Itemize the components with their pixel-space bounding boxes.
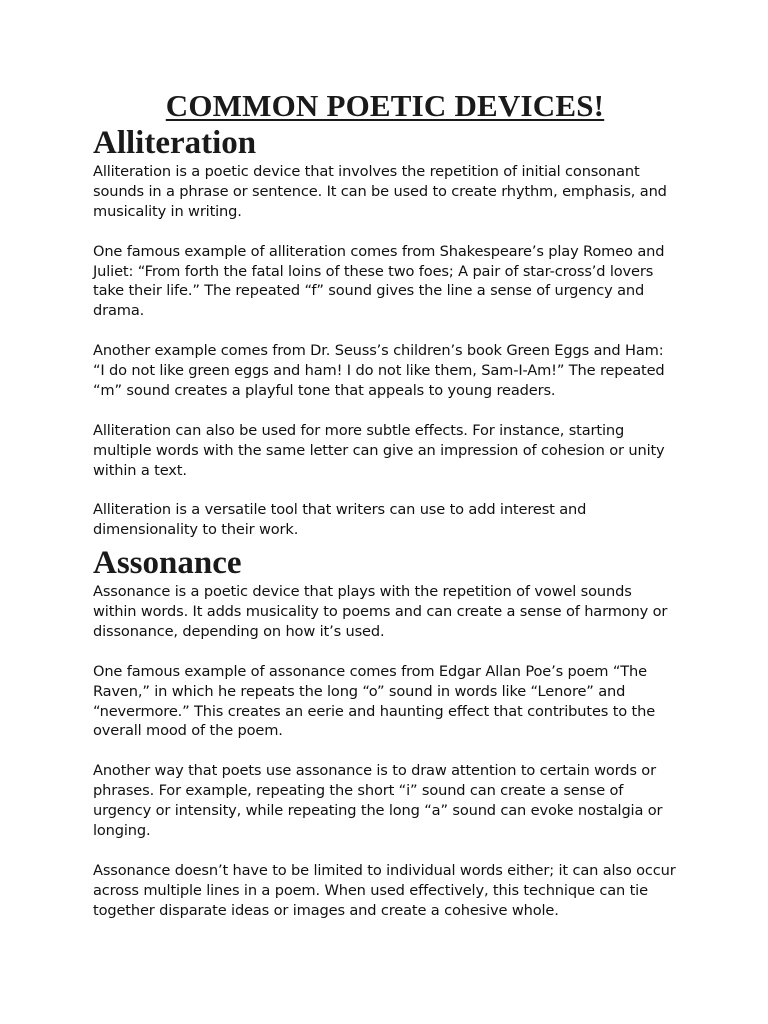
paragraph: Alliteration is a versatile tool that writers can use to add interest and dimensionality to their work. xyxy=(93,501,587,539)
paragraph: Assonance is a poetic device that plays with the repetition of vowel sounds within words. It adds musicality to poems and can create a sense of harmony or dissonance, depending on how it’s used. xyxy=(93,583,668,640)
paragraph: Alliteration is a poetic device that involves the repetition of initial consonant sounds in a phrase or sentence. It can be used to create rhythm, emphasis, and musicality in writing. xyxy=(93,163,667,220)
section-heading-alliteration: Alliteration xyxy=(93,125,257,161)
paragraph: One famous example of assonance comes from Edgar Allan Poe’s poem “The Raven,” in which he repeats the long “o” sound in words like “Lenore” and “nevermore.” This creates an eerie and haunting effect that contributes to the overall mood of the poem. xyxy=(93,662,656,740)
paragraph: One famous example of alliteration comes from Shakespeare’s play Romeo and Juliet: “From forth the fatal loins of these two foes; A pair of star-cross’d lovers take their life.” The repeated “f” sound gives the line a sense of urgency and drama. xyxy=(93,242,665,320)
paragraph: Another way that poets use assonance is to draw attention to certain words or phrases. For example, repeating the short “i” sound can create a sense of urgency or intensity, while repeating the long “a” sound can evoke nostalgia or longing. xyxy=(93,762,663,839)
section-alliteration xyxy=(93,124,677,540)
page-title: COMMON POETIC DEVICES! xyxy=(165,88,605,123)
document-page xyxy=(93,88,677,921)
paragraph: Alliteration can also be used for more subtle effects. For instance, starting multiple words with the same letter can give an impression of cohesion or unity within a text. xyxy=(93,421,665,479)
section-heading-assonance: Assonance xyxy=(93,545,242,582)
section-assonance xyxy=(93,544,677,920)
paragraph: Another example comes from Dr. Seuss’s children’s book Green Eggs and Ham: “I do not like green eggs and ham! I do not like them, Sam-I-Am!” The repeated “m” sound creates a playful tone that appeals to young readers. xyxy=(93,342,665,399)
paragraph: Assonance doesn’t have to be limited to individual words either; it can also occur across multiple lines in a poem. When used effectively, this technique can tie together disparate ideas or images and create a cohesive whole. xyxy=(93,861,676,919)
